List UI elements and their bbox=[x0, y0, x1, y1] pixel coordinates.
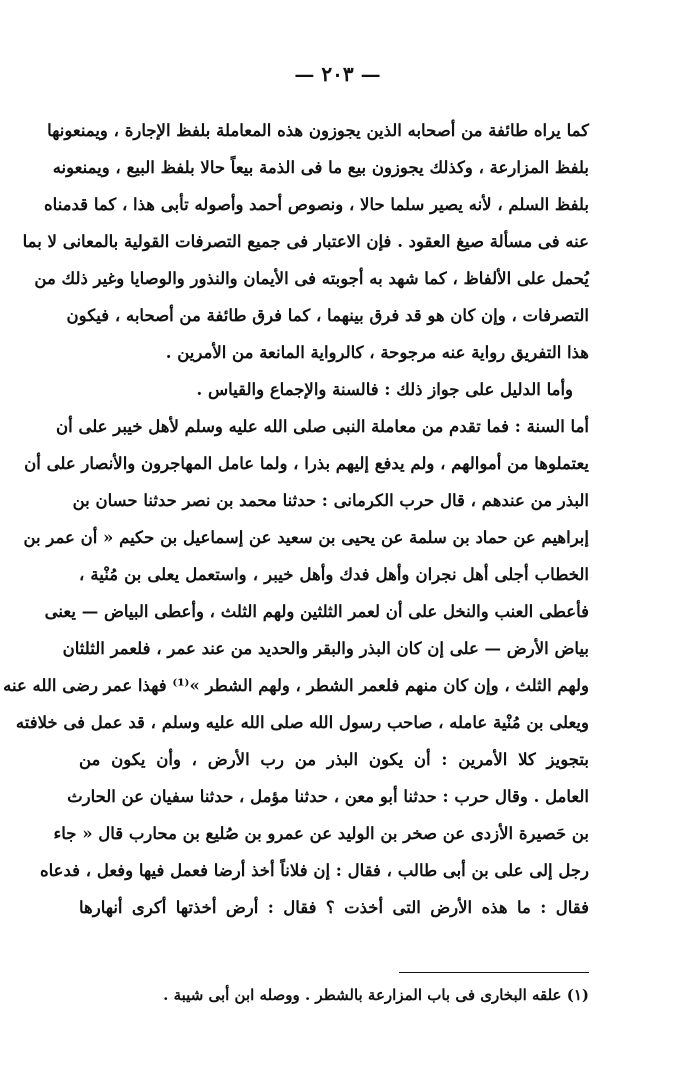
text-line: يعتملوها من أموالهم ، ولم يدفع إليهم بذرا ، ولما عامل المهاجرون والأنصار على أن bbox=[24, 454, 589, 473]
text-line: رجل إلى على بن أبى طالب ، فقال : إن فلاناً أخذ أرضا فعمل فيها وفعل ، فدعاه bbox=[39, 861, 589, 880]
text-line: العامل . وقال حرب : حدثنا أبو معن ، حدثنا مؤمل ، حدثنا سفيان عن الحارث bbox=[67, 787, 589, 806]
text-line: البذر من عندهم ، قال حرب الكرمانى : حدثنا محمد بن نصر حدثنا حسان بن bbox=[72, 491, 589, 510]
text-line: عنه فى مسألة صيغ العقود . فإن الاعتبار فى جميع التصرفات القولية بالمعانى لا بما bbox=[22, 232, 589, 251]
text-line: بلفظ السلم ، لأنه يصير سلما حالا ، ونصوص أحمد وأصوله تأبى هذا ، كما قدمناه bbox=[44, 195, 589, 214]
text-line: بتجويز كلا الأمرين : أن يكون البذر من رب الأرض ، وأن يكون من bbox=[79, 750, 589, 769]
text-line: إبراهيم عن حماد بن سلمة عن يحيى بن سعيد عن إسماعيل بن حكيم « أن عمر بن bbox=[23, 528, 589, 547]
text-line: أما السنة : فما تقدم من معاملة النبى صلى الله عليه وسلم لأهل خيبر على أن bbox=[56, 417, 589, 436]
text-line: فأعطى العنب والنخل على أن لعمر الثلثين ولهم الثلث ، وأعطى البياض — يعنى bbox=[44, 602, 589, 621]
text-line: التصرفات ، وإن كان هو قد فرق بينهما ، كما فرق طائفة من أصحابه ، فيكون bbox=[66, 306, 589, 325]
text-line: بلفظ المزارعة ، وكذلك يجوزون بيع ما فى الذمة بيعاً حالا بلفظ البيع ، ويمنعونه bbox=[52, 158, 589, 177]
text-line: يُحمل على الألفاظ ، كما شهد به أجوبته فى الأيمان والنذور والوصايا وغير ذلك من bbox=[34, 269, 589, 288]
text-line: فقال : ما هذه الأرض التى أخذت ؟ فقال : أرض أخذتها أكرى أنهارها bbox=[79, 898, 589, 917]
page-number: — ٢٠٣ — bbox=[294, 62, 381, 86]
text-line: الخطاب أجلى أهل نجران وأهل فدك وأهل خيبر ، واستعمل يعلى بن مُنْية ، bbox=[79, 565, 589, 584]
text-line: هذا التفريق رواية عنه مرجوحة ، كالرواية المانعة من الأمرين . bbox=[165, 343, 589, 362]
text-line: بن حَصيرة الأزدى عن صخر بن الوليد عن عمرو بن صُليع بن محارب قال « جاء bbox=[53, 824, 589, 843]
text-line: وأما الدليل على جواز ذلك : فالسنة والإجماع والقياس . bbox=[196, 380, 573, 399]
text-line: ويعلى بن مُنْية عامله ، صاحب رسول الله صلى الله عليه وسلم ، قد عمل فى خلافته bbox=[15, 713, 589, 732]
text-line: بياض الأرض — على إن كان البذر والبقر والحديد من عند عمر ، فلعمر الثلثان bbox=[62, 639, 589, 658]
footnote: (١) علقه البخارى فى باب المزارعة بالشطر . ووصله ابن أبى شيبة . bbox=[163, 986, 589, 1004]
text-line: ولهم الثلث ، وإن كان منهم فلعمر الشطر ، ولهم الشطر »⁽¹⁾ فهذا عمر رضى الله عنه bbox=[3, 676, 589, 695]
text-line: كما يراه طائفة من أصحابه الذين يجوزون هذه المعاملة بلفظ الإجارة ، ويمنعونها bbox=[47, 121, 589, 140]
body-text bbox=[3, 112, 589, 926]
footnote-divider bbox=[399, 972, 589, 973]
